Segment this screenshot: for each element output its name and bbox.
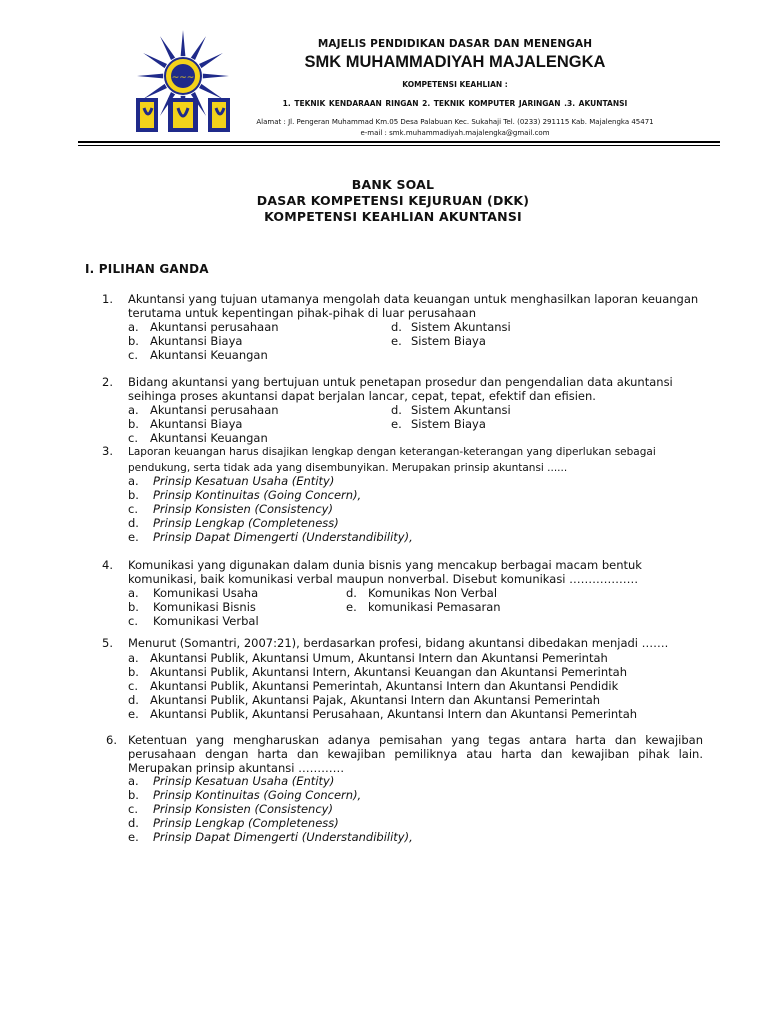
- option-letter: a.: [128, 774, 139, 788]
- option-text: Komunikasi Bisnis: [153, 600, 256, 614]
- option-text: Akuntansi perusahaan: [150, 320, 279, 334]
- option-text: Akuntansi Publik, Akuntansi Pemerintah, Akuntansi Intern dan Akuntansi Pendidik: [150, 679, 619, 693]
- option-text: Akuntansi Keuangan: [150, 431, 268, 445]
- sun-ray-icon: [199, 53, 223, 68]
- option-text: Sistem Akuntansi: [411, 320, 511, 334]
- question-number: 5.: [102, 636, 113, 650]
- option-text: Akuntansi Biaya: [150, 417, 243, 431]
- option-text: Prinsip Konsisten (Consistency): [153, 802, 333, 816]
- question-stem: Ketentuan yang mengharuskan adanya pemisahan yang tegas antara harta dan kewajiban perusahaan dengan harta dan kewajiban pemiliknya atau harta dan kewajiban pihak lain. Merupakan prinsip akuntansi …………: [128, 733, 703, 775]
- council-name: MAJELIS PENDIDIKAN DASAR DAN MENENGAH: [317, 38, 593, 50]
- sun-ray-icon: [143, 84, 167, 99]
- option-text: Akuntansi Publik, Akuntansi Umum, Akuntansi Intern dan Akuntansi Pemerintah: [150, 651, 608, 665]
- option-letter: c.: [128, 802, 138, 816]
- option-letter: c.: [128, 348, 138, 362]
- option-text: Akuntansi Publik, Akuntansi Pajak, Akuntansi Intern dan Akuntansi Pemerintah: [150, 693, 601, 707]
- option-letter: d.: [128, 516, 139, 530]
- option-text: Komunikasi Usaha: [153, 586, 259, 600]
- majors-list: 1. TEKNIK KENDARAAN RINGAN 2. TEKNIK KOMPUTER JARINGAN .3. AKUNTANSI: [282, 99, 628, 108]
- svg-text:~~~: ~~~: [171, 73, 195, 83]
- option-letter: e.: [128, 830, 139, 844]
- school-address: Alamat : Jl. Pengeran Muhammad Km.05 Desa Palabuan Kec. Sukahaji Tel. (0233) 291115 Kab. Majalengka 45471: [256, 118, 654, 126]
- option-text: Komunikas Non Verbal: [368, 586, 498, 600]
- school-email: e-mail : smk.muhammadiyah.majalengka@gmail.com: [360, 129, 550, 137]
- option-letter: e.: [128, 707, 139, 721]
- sun-ray-icon: [160, 36, 175, 60]
- sun-ray-icon: [181, 30, 186, 56]
- option-letter: a.: [128, 320, 139, 334]
- option-text: Prinsip Lengkap (Completeness): [153, 516, 339, 530]
- option-text: Komunikasi Verbal: [153, 614, 259, 628]
- option-letter: e.: [346, 600, 357, 614]
- question-stem: Akuntansi yang tujuan utamanya mengolah data keuangan untuk menghasilkan laporan keuangan terutama untuk kepentingan pihak-pihak di luar perusahaan: [128, 292, 699, 320]
- option-letter: c.: [128, 431, 138, 445]
- option-letter: d.: [391, 320, 402, 334]
- question-number: 4.: [102, 558, 113, 572]
- option-text: Akuntansi Biaya: [150, 334, 243, 348]
- option-letter: c.: [128, 502, 138, 516]
- option-letter: a.: [128, 586, 139, 600]
- option-text: Prinsip Kesatuan Usaha (Entity): [153, 474, 335, 488]
- option-letter: a.: [128, 403, 139, 417]
- title-line-1: BANK SOAL: [351, 177, 435, 192]
- question-stem: Bidang akuntansi yang bertujuan untuk penetapan prosedur dan pengendalian data akuntansi seihinga proses akuntansi dapat berjalan lancar, cepat, tepat, efektif dan efisien.: [128, 375, 673, 403]
- question-stem: Komunikasi yang digunakan dalam dunia bisnis yang mencakup berbagai macam bentuk komunikasi, baik komunikasi verbal maupun nonverbal. Disebut komunikasi ………………: [128, 558, 642, 586]
- question-number: 2.: [102, 375, 113, 389]
- option-letter: e.: [391, 417, 402, 431]
- option-text: Prinsip Konsisten (Consistency): [153, 502, 333, 516]
- option-text: Prinsip Kontinuitas (Going Concern),: [153, 788, 362, 802]
- option-letter: b.: [128, 488, 139, 502]
- sun-ray-icon: [137, 74, 163, 79]
- option-letter: e.: [391, 334, 402, 348]
- option-letter: b.: [128, 417, 139, 431]
- section-heading: I. PILIHAN GANDA: [85, 262, 209, 276]
- option-letter: b.: [128, 334, 139, 348]
- question-stem: Menurut (Somantri, 2007:21), berdasarkan profesi, bidang akuntansi dibedakan menjadi …….: [128, 636, 669, 650]
- option-text: Akuntansi perusahaan: [150, 403, 279, 417]
- school-name: SMK MUHAMMADIYAH MAJALENGKA: [304, 53, 606, 71]
- option-letter: d.: [346, 586, 357, 600]
- option-text: Prinsip Dapat Dimengerti (Understandibility),: [153, 530, 413, 544]
- sun-ray-icon: [199, 84, 223, 99]
- option-letter: d.: [128, 693, 139, 707]
- option-letter: a.: [128, 651, 139, 665]
- sun-ray-icon: [191, 36, 206, 60]
- option-text: Sistem Biaya: [411, 417, 486, 431]
- option-letter: c.: [128, 614, 138, 628]
- title-line-2: DASAR KOMPETENSI KEJURUAN (DKK): [256, 193, 530, 208]
- sun-ray-icon: [203, 74, 229, 79]
- option-letter: d.: [128, 816, 139, 830]
- option-letter: b.: [128, 788, 139, 802]
- letterhead-divider-thick: [78, 141, 720, 143]
- document-title: [0, 177, 768, 225]
- option-letter: c.: [128, 679, 138, 693]
- competency-label: KOMPETENSI KEAHLIAN :: [402, 80, 508, 89]
- title-line-3: KOMPETENSI KEAHLIAN AKUNTANSI: [264, 209, 522, 224]
- option-text: Sistem Akuntansi: [411, 403, 511, 417]
- option-letter: b.: [128, 600, 139, 614]
- question-number: 3.: [102, 444, 113, 458]
- option-text: Prinsip Kontinuitas (Going Concern),: [153, 488, 362, 502]
- muhammadiyah-sun-logo-icon: [128, 28, 238, 138]
- letterhead: [0, 0, 768, 150]
- sun-ray-icon: [143, 53, 167, 68]
- option-text: komunikasi Pemasaran: [368, 600, 501, 614]
- question-number: 6.: [106, 733, 117, 747]
- option-letter: e.: [128, 530, 139, 544]
- question-stem: Laporan keuangan harus disajikan lengkap dengan keterangan-keterangan yang diperlukan sebagai pendukung, serta tidak ada yang disembunyikan. Merupakan prinsip akuntansi ......: [128, 446, 656, 474]
- option-letter: b.: [128, 665, 139, 679]
- option-text: Prinsip Dapat Dimengerti (Understandibility),: [153, 830, 413, 844]
- option-text: Akuntansi Publik, Akuntansi Intern, Akuntansi Keuangan dan Akuntansi Pemerintah: [150, 665, 628, 679]
- option-text: Sistem Biaya: [411, 334, 486, 348]
- option-text: Prinsip Lengkap (Completeness): [153, 816, 339, 830]
- option-text: Akuntansi Publik, Akuntansi Perusahaan, Akuntansi Intern dan Akuntansi Pemerintah: [150, 707, 638, 721]
- option-letter: d.: [391, 403, 402, 417]
- option-text: Prinsip Kesatuan Usaha (Entity): [153, 774, 335, 788]
- option-text: Akuntansi Keuangan: [150, 348, 268, 362]
- question-number: 1.: [102, 292, 113, 306]
- option-letter: a.: [128, 474, 139, 488]
- letterhead-divider-thin: [78, 145, 720, 146]
